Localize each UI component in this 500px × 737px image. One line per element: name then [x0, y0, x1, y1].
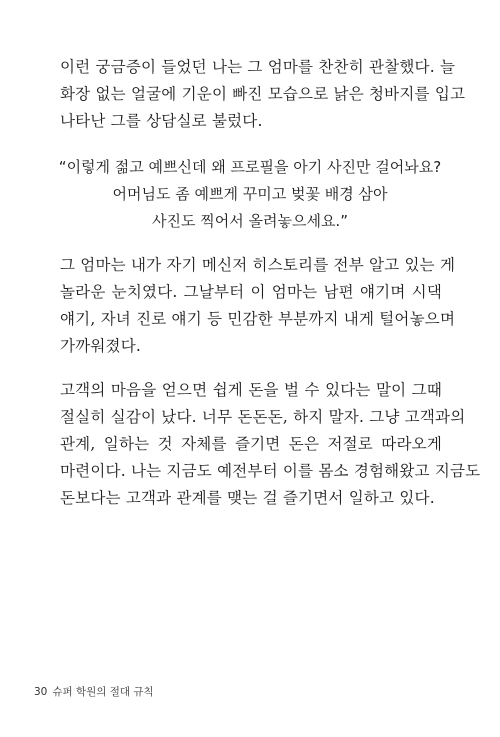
paragraph-line: 마련이다. 나는 지금도 예전부터 이를 몸소 경험해왔고 지금도: [60, 462, 481, 480]
paragraph-line: 그 엄마는 내가 자기 메신저 히스토리를 전부 알고 있는 게: [60, 256, 456, 274]
paragraph-reaction: [60, 252, 456, 360]
paragraph-line: 관계, 일하는 것 자체를 즐기면 돈은 저절로 따라오게: [60, 435, 442, 453]
quote-line: 사진도 찍어서 올려놓으세요.”: [152, 212, 348, 230]
page-footer: [34, 684, 154, 699]
quote-line: 어머님도 좀 예쁘게 꾸미고 벚꽃 배경 삼아: [112, 185, 388, 203]
paragraph-line: 가까워졌다.: [60, 337, 141, 355]
paragraph-line: 화장 없는 얼굴에 기운이 빠진 모습으로 낡은 청바지를 입고: [60, 85, 466, 103]
paragraph-line: 이런 궁금증이 들었던 나는 그 엄마를 찬찬히 관찰했다. 늘: [60, 58, 456, 76]
quote-line: “이렇게 젊고 예쁘신데 왜 프로필을 아기 사진만 걸어놔요?: [58, 158, 442, 176]
paragraph-lesson: [60, 377, 481, 512]
paragraph-line: 나타난 그를 상담실로 불렀다.: [60, 112, 263, 130]
page-number: 30: [34, 686, 48, 698]
paragraph-line: 절실히 실감이 났다. 너무 돈돈돈, 하지 말자. 그냥 고객과의: [60, 408, 466, 426]
paragraph-line: 얘기, 자녀 진로 얘기 등 민감한 부분까지 내게 털어놓으며: [60, 310, 456, 328]
book-title: 슈퍼 학원의 절대 규칙: [52, 686, 154, 698]
paragraph-observation: [60, 54, 466, 135]
paragraph-line: 놀라운 눈치였다. 그날부터 이 엄마는 남편 얘기며 시댁: [60, 283, 442, 301]
dialogue-quote: [40, 154, 460, 235]
paragraph-line: 고객의 마음을 얻으면 쉽게 돈을 벌 수 있다는 말이 그때: [60, 381, 442, 399]
paragraph-line: 돈보다는 고객과 관계를 맺는 걸 즐기면서 일하고 있다.: [60, 489, 435, 507]
